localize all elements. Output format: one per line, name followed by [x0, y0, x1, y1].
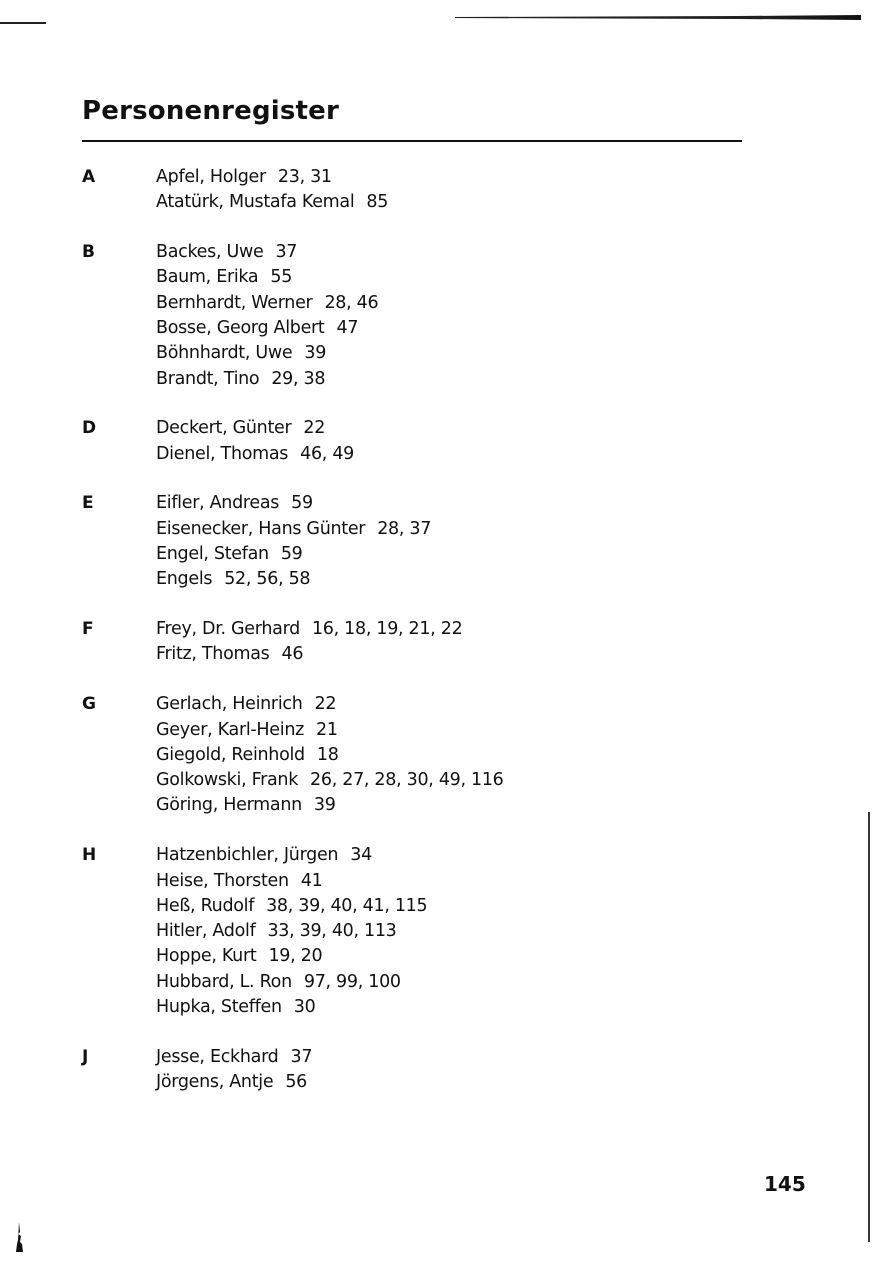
- index-entries: [156, 692, 742, 818]
- page-references: 59: [280, 544, 303, 565]
- scan-edge-line: [455, 15, 861, 20]
- index-group-j: [82, 1045, 742, 1096]
- person-name: Engel, Stefan: [156, 544, 269, 565]
- person-name: Hubbard, L. Ron: [156, 971, 292, 992]
- index-letter: B: [82, 242, 95, 263]
- index-letter: A: [82, 167, 96, 187]
- page-references: 21: [316, 719, 338, 740]
- index-group-a: [82, 165, 742, 216]
- person-name: Hitler, Adolf: [156, 921, 256, 942]
- page-references: 29, 38: [271, 368, 326, 389]
- index-entries: [156, 843, 742, 1020]
- person-name: Giegold, Reinhold: [156, 744, 305, 765]
- index-entry: [156, 1045, 742, 1070]
- person-name: Atatürk, Mustafa Kemal: [156, 192, 355, 213]
- page-references: 23, 31: [277, 167, 332, 187]
- index-letter: J: [82, 1046, 89, 1067]
- person-name: Jesse, Eckhard: [156, 1046, 279, 1067]
- person-name: Hatzenbichler, Jürgen: [156, 845, 339, 866]
- page-references: 85: [366, 192, 389, 213]
- page-references: 19, 20: [268, 946, 323, 967]
- index-entry: [156, 291, 742, 316]
- person-name: Dienel, Thomas: [156, 443, 289, 464]
- scan-edge-line: [868, 812, 870, 1242]
- index-entry: [156, 190, 742, 215]
- index-entry: [156, 567, 742, 592]
- index-entry: [156, 165, 742, 190]
- page-references: 28, 37: [377, 518, 432, 539]
- person-name: Gerlach, Heinrich: [156, 694, 303, 715]
- index-group-e: [82, 491, 742, 592]
- index-entries: [156, 240, 742, 392]
- index-entries: [156, 165, 742, 216]
- page-references: 46: [281, 644, 304, 665]
- page-references: 22: [314, 694, 337, 715]
- page-references: 39: [313, 795, 336, 816]
- person-name: Eifler, Andreas: [156, 493, 280, 514]
- index-entry: [156, 240, 742, 265]
- index-letter: H: [82, 845, 97, 866]
- index-letter: F: [82, 619, 94, 640]
- person-name: Hupka, Steffen: [156, 997, 282, 1018]
- index-entry: [156, 442, 742, 467]
- person-name: Geyer, Karl-Heinz: [156, 719, 304, 740]
- index-group-h: [82, 843, 742, 1020]
- index-entry: [156, 642, 742, 667]
- index-entries: [156, 416, 742, 467]
- page-references: 18: [316, 744, 339, 765]
- person-name: Hoppe, Kurt: [156, 946, 257, 967]
- index-letter: E: [82, 493, 94, 514]
- page-references: 59: [291, 493, 313, 514]
- person-name: Fritz, Thomas: [156, 644, 270, 665]
- index-entry: [156, 617, 742, 642]
- person-name: Böhnhardt, Uwe: [156, 343, 293, 364]
- index-entry: [156, 1070, 742, 1095]
- page-references: 46, 49: [300, 443, 355, 464]
- page-number: 145: [764, 1172, 806, 1196]
- scan-edge-line: [0, 22, 46, 24]
- person-name: Baum, Erika: [156, 267, 259, 288]
- person-name: Deckert, Günter: [156, 418, 292, 439]
- page-references: 52, 56, 58: [224, 569, 311, 590]
- index-entry: [156, 341, 742, 366]
- page-references: 97, 99, 100: [303, 971, 401, 992]
- index-group-g: [82, 692, 742, 818]
- page-references: 16, 18, 19, 21, 22: [311, 619, 463, 640]
- page-references: 22: [303, 418, 326, 439]
- index-entry: [156, 367, 742, 392]
- person-name: Göring, Hermann: [156, 795, 302, 816]
- page-references: 33, 39, 40, 113: [267, 921, 397, 942]
- person-name: Eisenecker, Hans Günter: [156, 518, 366, 539]
- index-entry: [156, 491, 742, 516]
- page-references: 38, 39, 40, 41, 115: [266, 895, 428, 916]
- page-references: 47: [336, 317, 359, 338]
- index-entry: [156, 316, 742, 341]
- index-entry: [156, 869, 742, 894]
- index-entry: [156, 542, 742, 567]
- person-name: Backes, Uwe: [156, 242, 264, 263]
- page-references: 39: [304, 343, 327, 364]
- person-name: Jörgens, Antje: [156, 1072, 274, 1093]
- page-references: 26, 27, 28, 30, 49, 116: [310, 770, 504, 791]
- index-entry: [156, 843, 742, 868]
- person-name: Golkowski, Frank: [156, 770, 299, 791]
- person-name: Frey, Dr. Gerhard: [156, 619, 300, 640]
- index-group-d: [82, 416, 742, 467]
- person-index: [82, 165, 742, 1120]
- index-entry: [156, 919, 742, 944]
- index-group-b: [82, 240, 742, 392]
- index-entries: [156, 617, 742, 668]
- index-entry: [156, 970, 742, 995]
- person-name: Engels: [156, 569, 213, 590]
- person-name: Heise, Thorsten: [156, 870, 289, 891]
- index-letter: G: [82, 694, 96, 715]
- index-entry: [156, 265, 742, 290]
- person-name: Brandt, Tino: [156, 368, 260, 389]
- index-entry: [156, 416, 742, 441]
- index-entries: [156, 491, 742, 592]
- index-entry: [156, 944, 742, 969]
- page-references: 28, 46: [324, 292, 379, 313]
- person-name: Bosse, Georg Albert: [156, 317, 325, 338]
- index-group-f: [82, 617, 742, 668]
- title-divider: [82, 140, 742, 142]
- page-references: 37: [275, 242, 298, 263]
- page-references: 34: [350, 845, 372, 866]
- page-title: Personenregister: [82, 96, 340, 126]
- index-entry: [156, 768, 742, 793]
- page-references: 41: [300, 870, 323, 891]
- index-entry: [156, 517, 742, 542]
- person-name: Heß, Rudolf: [156, 895, 255, 916]
- person-name: Apfel, Holger: [156, 167, 266, 187]
- person-name: Bernhardt, Werner: [156, 292, 313, 313]
- index-letter: D: [82, 418, 97, 439]
- scan-artifact-mark: [16, 1222, 23, 1252]
- index-entry: [156, 793, 742, 818]
- page-references: 55: [270, 267, 293, 288]
- index-entries: [156, 1045, 742, 1096]
- page-references: 56: [285, 1072, 307, 1093]
- index-entry: [156, 718, 742, 743]
- index-entry: [156, 894, 742, 919]
- index-entry: [156, 743, 742, 768]
- page-references: 37: [290, 1046, 313, 1067]
- index-entry: [156, 692, 742, 717]
- index-entry: [156, 995, 742, 1020]
- page-references: 30: [293, 997, 316, 1018]
